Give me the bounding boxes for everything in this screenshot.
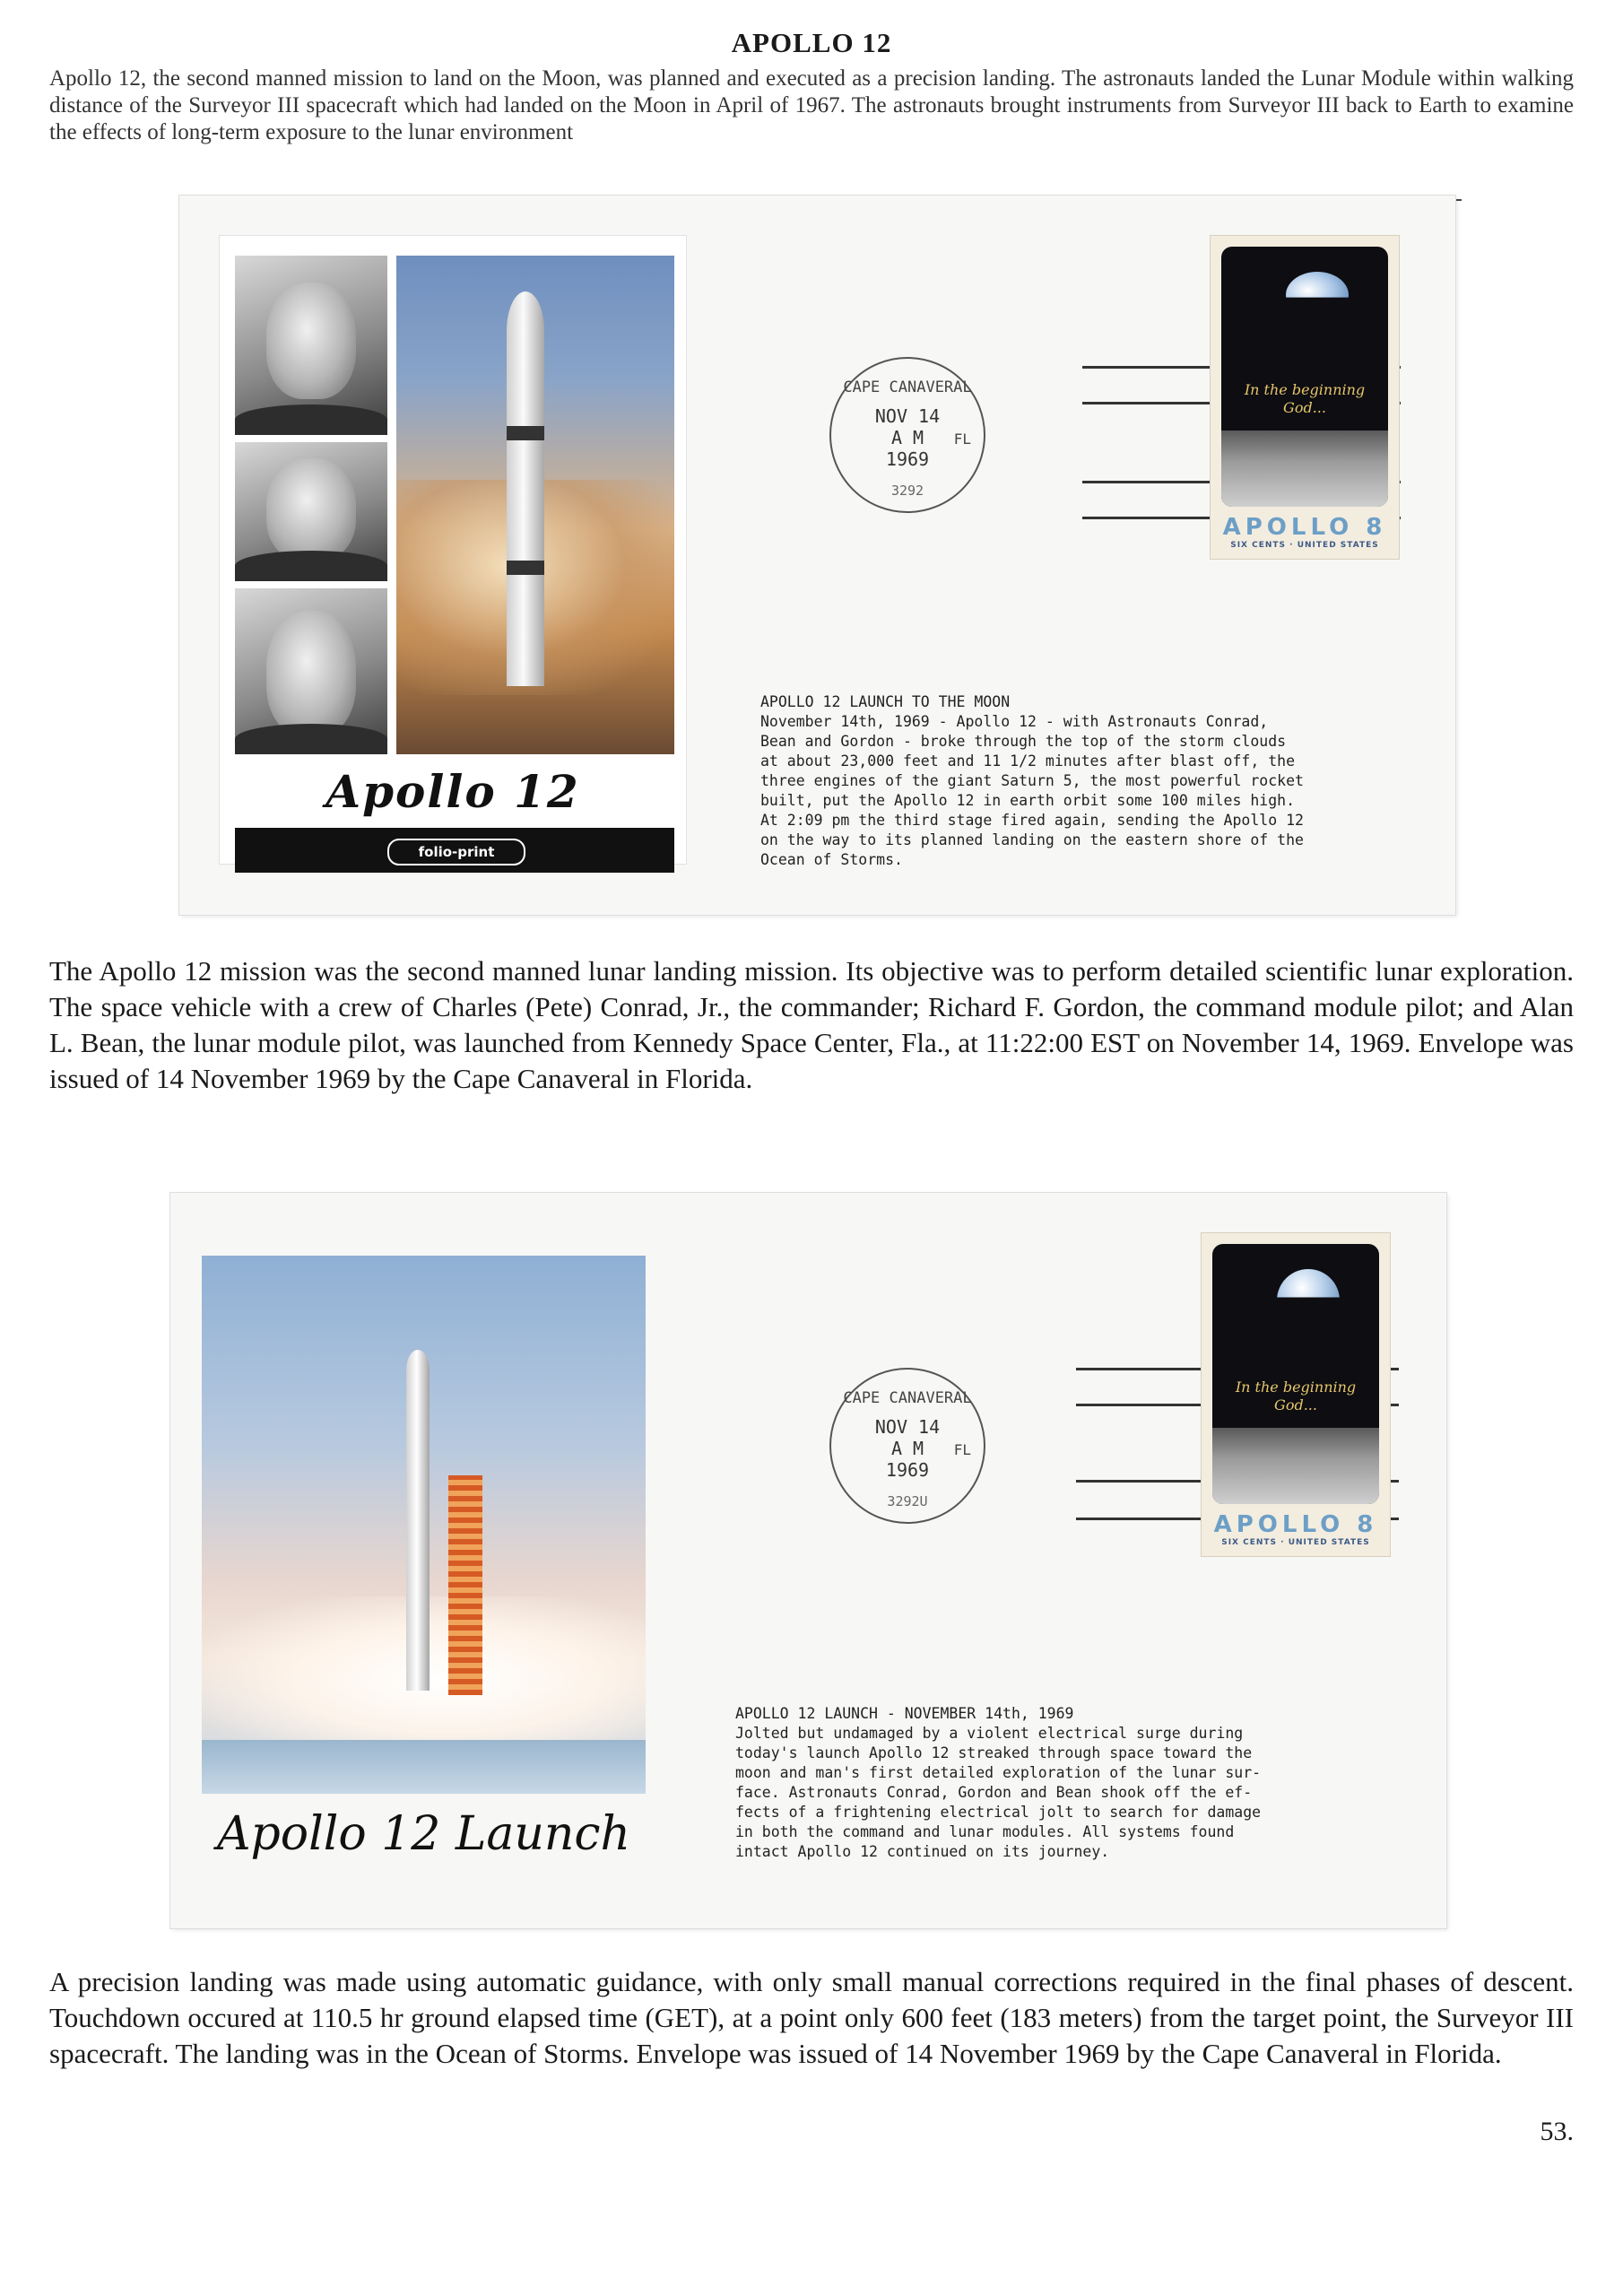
page-number: 53. <box>1540 2117 1574 2146</box>
apollo-8-stamp <box>1202 1233 1390 1556</box>
cachet-apollo-12 <box>220 236 686 864</box>
astronaut-photo-gordon <box>235 442 387 581</box>
postmark-town: CAPE CANAVERAL <box>843 1389 972 1407</box>
envelope-launch <box>170 1193 1446 1928</box>
typed-caption: APOLLO 12 LAUNCH - NOVEMBER 14th, 1969 Jolted but undamaged by a violent electrical surge during today's launch Apollo 12 streaked through space toward the moon and man's first detailed exploration of the lunar sur- face. Astronauts Conrad, Gordon and Bean shook off the ef- fects of a frightening electrical jolt to search for damage in both the command and lunar modules. All systems found intact Apollo 12 continued on its journey. <box>735 1705 1262 1860</box>
stamp-verse: In the beginning God... <box>1235 1378 1357 1413</box>
cachet-title: Apollo 12 Launch <box>216 1807 631 1861</box>
earthrise-icon <box>1277 1269 1340 1332</box>
cachet-apollo-12-launch <box>202 1256 646 1883</box>
postmark-state: FL <box>953 430 971 448</box>
postmark-town: CAPE CANAVERAL <box>843 378 972 396</box>
description-paragraph-1: The Apollo 12 mission was the second manned lunar landing mission. Its objective was to perform detailed scientific lunar exploration. The space vehicle with a crew of Charles (Pete) Conrad, Jr., the commander; Richard F. Gordon, the command module pilot; and Alan L. Bean, the lunar module pilot, was launched from Kennedy Space Center, Fla., at 11:22:00 EST on November 14, 1969. Envelope was issued of 14 November 1969 by the Cape Canaveral in Florida. <box>49 955 1574 1094</box>
postmark-date: NOV 14 A M 1969 <box>874 1416 941 1481</box>
envelope-folio-print <box>179 196 1455 915</box>
stamp-verse: In the beginning God... <box>1244 381 1366 416</box>
saturn-v-launch-photo <box>396 256 674 754</box>
astronaut-photo-conrad <box>235 256 387 435</box>
apollo-8-stamp <box>1211 236 1399 559</box>
postmark-zip: 3292U <box>887 1493 928 1509</box>
stamp-label: APOLLO 8 <box>1213 1511 1378 1538</box>
rocket-icon <box>406 1350 430 1691</box>
folio-print-logo: folio-print <box>387 839 525 865</box>
page-title: APOLLO 12 <box>731 27 892 58</box>
postmark <box>829 357 985 513</box>
postmark-date: NOV 14 A M 1969 <box>874 405 941 470</box>
cachet-maker-bar <box>235 828 674 873</box>
stamp-label: APOLLO 8 <box>1222 514 1387 541</box>
postmark <box>829 1368 985 1524</box>
stamp-denomination: SIX CENTS · UNITED STATES <box>1230 541 1379 550</box>
astronaut-photo-bean <box>235 588 387 754</box>
stamp-denomination: SIX CENTS · UNITED STATES <box>1221 1538 1370 1547</box>
cachet-title: Apollo 12 <box>325 765 580 818</box>
intro-paragraph: Apollo 12, the second manned mission to land on the Moon, was planned and executed as a precision landing. The astronauts landed the Lunar Module within walking distance of the Surveyor III spacecraft which had landed on the Moon in April of 1967. The astronauts brought instruments from Surveyor III back to Earth to examine the effects of long-term exposure to the lunar environment <box>49 66 1574 144</box>
typed-caption: APOLLO 12 LAUNCH TO THE MOON November 14th, 1969 - Apollo 12 - with Astronauts Conrad, Bean and Gordon - broke through the top of the storm clouds at about 23,000 feet and 11 1/2 minutes after blast off, the three engines of the giant Saturn 5, the most powerful rocket built, put the Apollo 12 in earth orbit some 100 miles high. At 2:09 pm the third stage fired again, sending the Apollo 12 on the way to its planned landing on the eastern shore of the Ocean of Storms. <box>760 693 1304 868</box>
launch-pad-photo <box>202 1256 646 1794</box>
postmark-state: FL <box>953 1441 971 1458</box>
earthrise-icon <box>1286 272 1349 318</box>
launch-tower <box>448 1475 482 1695</box>
postmark-zip: 3292 <box>890 483 924 499</box>
description-paragraph-2: A precision landing was made using automatic guidance, with only small manual corrections required in the final phases of descent. Touchdown occured at 110.5 hr ground elapsed time (GET), at a point only 600 feet (183 meters) from the target point, the Surveyor III spacecraft. The landing was in the Ocean of Storms. Envelope was issued of 14 November 1969 by the Cape Canaveral in Florida. <box>49 1966 1574 2069</box>
